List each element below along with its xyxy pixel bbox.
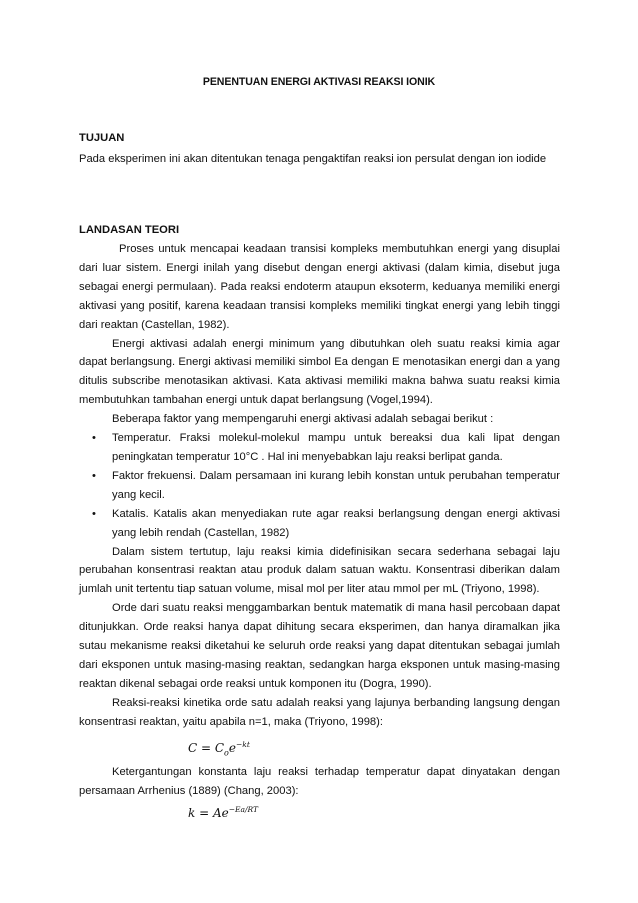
arrhenius-intro xyxy=(79,763,560,801)
equation-first-order: $C = C_oe^{-kt}$ xyxy=(188,740,250,758)
equation-arrhenius: $k = Ae^{-Ea/RT}$ xyxy=(188,805,259,820)
paragraph-5: Orde dari suatu reaksi menggambarkan bentuk matematik di mana hasil percobaan dapat ditunjukkan. Orde reaksi hanya dapat dihitung secara eksperimen, dan hanya diramalkan jika sutau mekanisme reaksi diketahui ke seluruh orde reaksi yang dapat ditentukan sebagai jumlah dari eksponen untuk masing-masing reaktan, sedangkan harga eksponen untuk masing-masing reaktan dikenal sebagai orde reaksi untuk komponen itu (Dogra, 1990). xyxy=(79,602,560,690)
section-heading-tujuan: TUJUAN xyxy=(79,132,125,144)
tujuan-paragraph: Pada eksperimen ini akan ditentukan tenaga pengaktifan reaksi ion persulat dengan ion iodide xyxy=(79,153,547,165)
section-heading-landasan-teori: LANDASAN TEORI xyxy=(79,224,180,236)
bullet-icon: • xyxy=(92,507,96,520)
paragraph-4: Dalam sistem tertutup, laju reaksi kimia didefinisikan secara sederhana sebagai laju perubahan konsentrasi reaktan atau produk dalam satuan waktu. Konsentrasi diberikan dalam jumlah unit tertentu tiap satuan volume, misal mol per liter atau mmol per mL (Triyono, 1998). xyxy=(79,545,560,596)
paragraph-6: Reaksi-reaksi kinetika orde satu adalah reaksi yang lajunya berbanding langsung dengan konsentrasi reaktan, yaitu apabila n=1, maka (Triyono, 1998): xyxy=(79,696,560,728)
list-item: • Katalis. Katalis akan menyediakan rute agar reaksi berlangsung dengan energi aktivasi yang lebih rendah (Castellan, 1982) xyxy=(79,505,560,543)
paragraph-7: Ketergantungan konstanta laju reaksi terhadap temperatur dapat dinyatakan dengan persamaan Arrhenius (1889) (Chang, 2003): xyxy=(79,766,560,797)
list-item: • Faktor frekuensi. Dalam persamaan ini kurang lebih konstan untuk perubahan temperatur yang kecil. xyxy=(79,467,560,505)
paragraph-3: Beberapa faktor yang mempengaruhi energi aktivasi adalah sebagai berikut : xyxy=(112,413,494,426)
landasan-body xyxy=(79,240,560,732)
paragraph-2: Energi aktivasi adalah energi minimum yang dibutuhkan oleh suatu reaksi kimia agar dapat berlangsung. Energi aktivasi memiliki simbol Ea dengan E menotasikan energi dan a yang ditulis subscribe menotasikan aktivasi. Kata aktivasi memiliki makna bahwa suatu reaksi kimia membutuhkan tambahan energi untuk dapat berlangsung (Vogel,1994). xyxy=(79,337,560,407)
bullet-icon: • xyxy=(92,469,96,482)
paragraph-1: Proses untuk mencapai keadaan transisi kompleks membutuhkan energi yang disuplai dari luar sistem. Energi inilah yang disebut dengan energi aktivasi (dalam kimia, disebut juga sebagai energi permulaan). Pada reaksi endoterm ataupun eksoterm, keduanya memiliki energi aktivasi yang positif, karena keadaan transisi kompleks memiliki tingkat energi yang lebih tinggi dari reaktan (Castellan, 1982). xyxy=(79,243,560,331)
bullet-icon: • xyxy=(92,432,96,445)
list-item: • Temperatur. Fraksi molekul-molekul mampu untuk bereaksi dua kali lipat dengan peningkatan temperatur 10°C . Hal ini menyebabkan laju reaksi berlipat ganda. xyxy=(79,429,560,467)
factor-list xyxy=(79,429,560,542)
tujuan-text xyxy=(79,150,560,169)
document-title: PENENTUAN ENERGI AKTIVASI REAKSI IONIK xyxy=(202,76,436,88)
